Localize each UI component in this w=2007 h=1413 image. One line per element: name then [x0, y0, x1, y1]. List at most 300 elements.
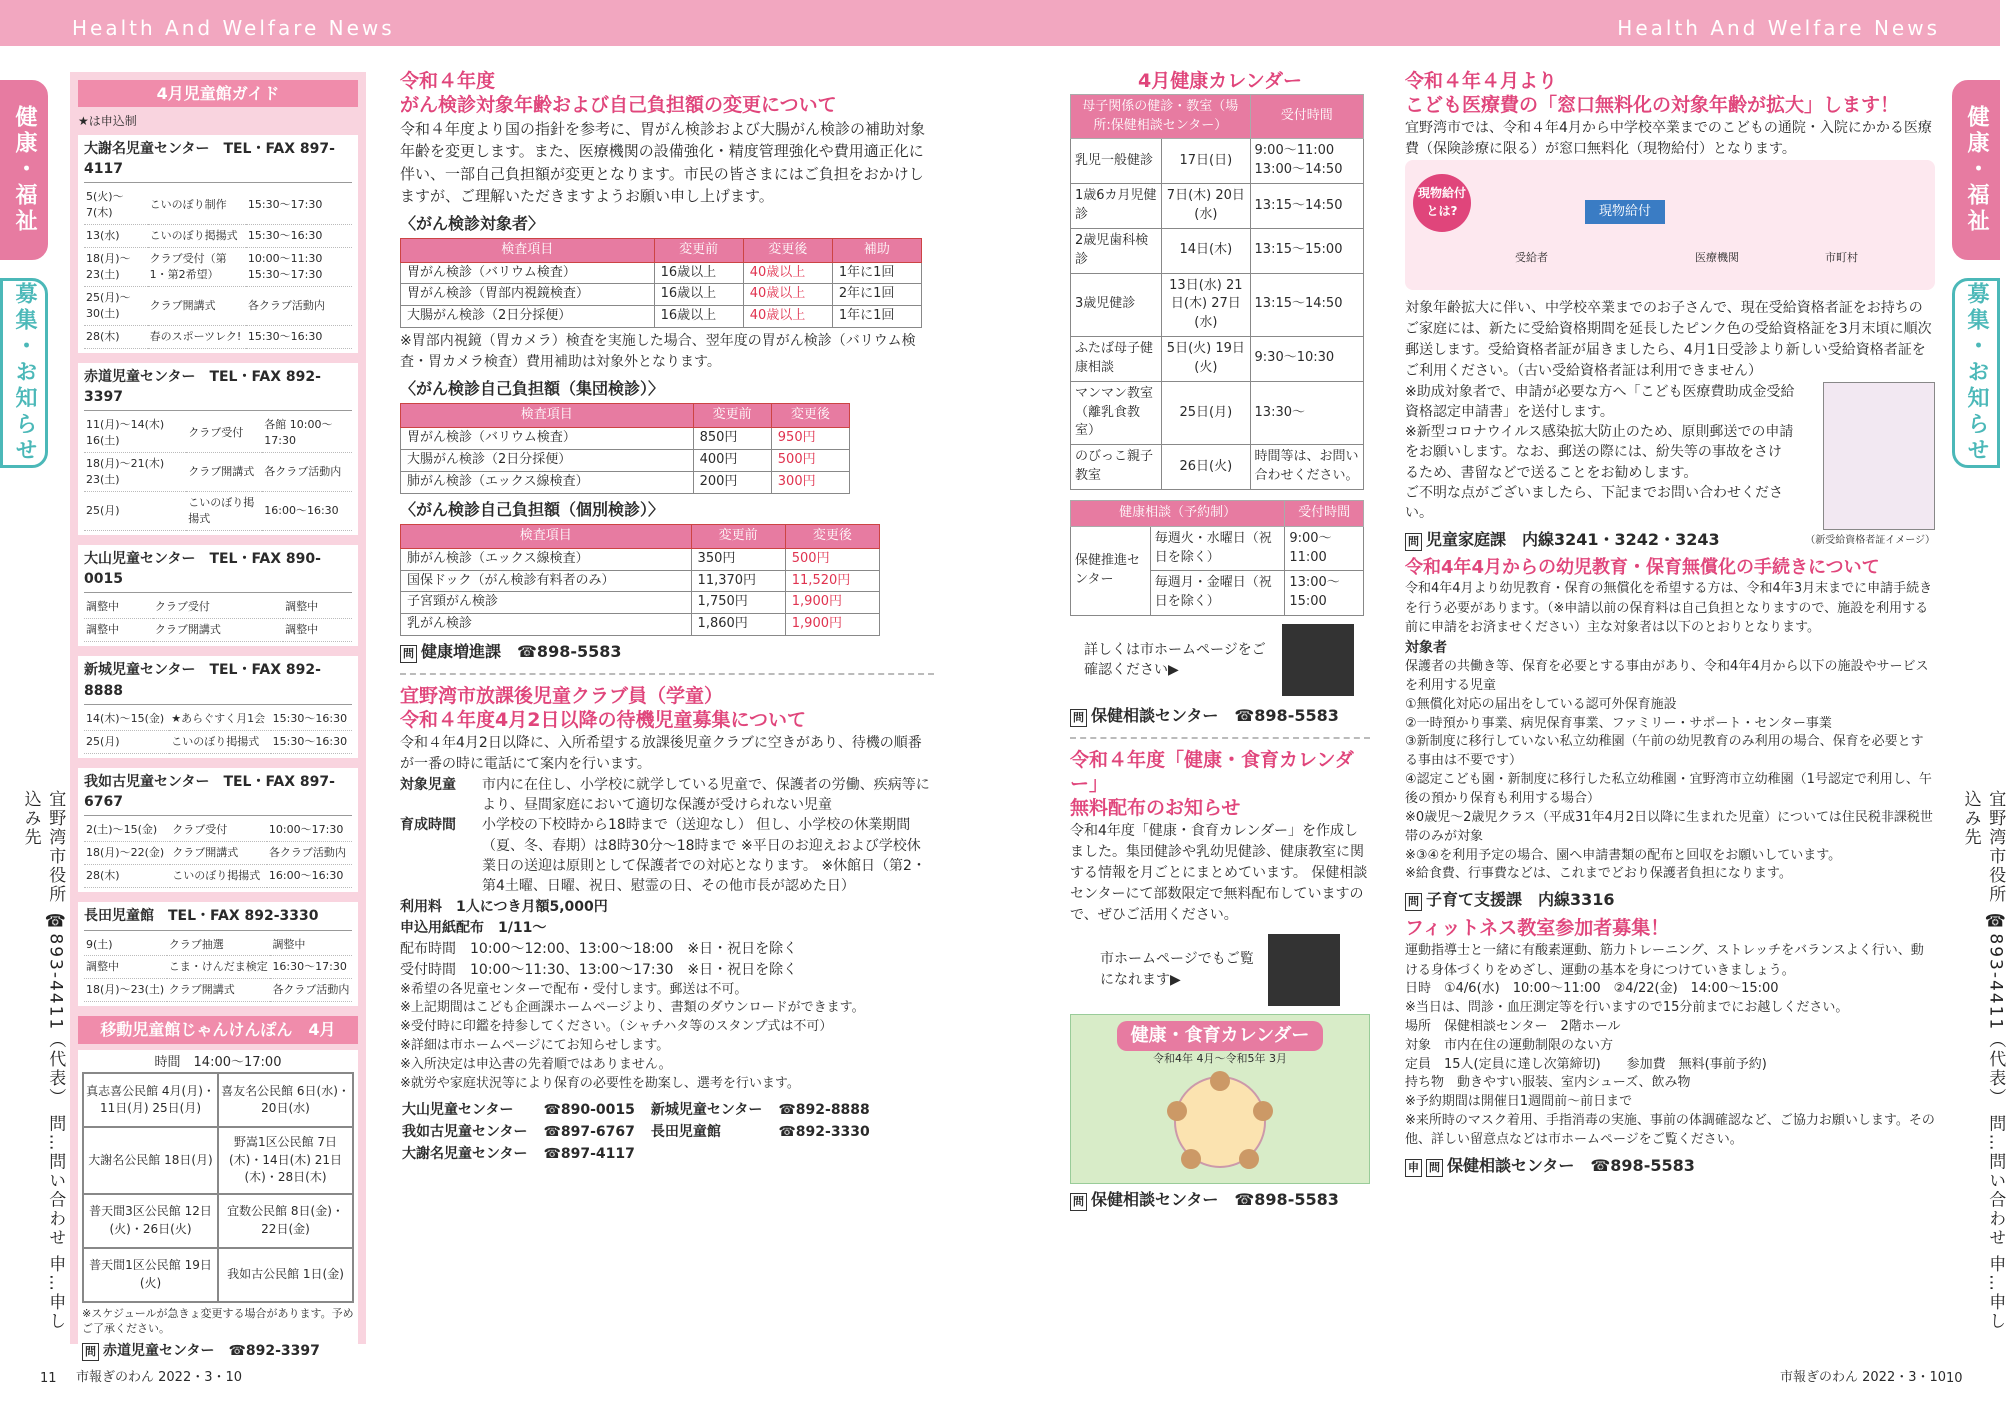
calendar-cell: 5日(火) 19日(火) — [1162, 337, 1250, 382]
preschool-lines — [1405, 658, 1935, 884]
calendar-cell: 13:15～14:50 — [1250, 273, 1363, 337]
divider — [400, 673, 934, 675]
center-cell: 16:00～16:30 — [262, 492, 352, 531]
table-header: 変更前 — [691, 524, 785, 548]
footer-right: 市報ぎのわん 2022・3・10 — [1780, 1370, 1947, 1385]
medical-title1: 令和４年４月より — [1405, 70, 1558, 92]
calendar-cell: 13:30～ — [1250, 381, 1363, 445]
center-cell: こいのぼり掲揚式 — [169, 730, 270, 753]
center-cell: 18(月)～23(土) — [84, 979, 167, 1002]
club-title1: 宜野湾市放課後児童クラブ員（学童） — [400, 685, 724, 708]
text-line: 保護者の共働き等、保育を必要とする事由があり、令和4年4月から以下の施設やサービスを利用する児童 — [1405, 659, 1929, 693]
center-table — [84, 596, 352, 642]
table-cell: 400円 — [693, 449, 771, 471]
club-dist: 配布時間 10:00～12:00、13:00～18:00 ※日・祝日を除く — [400, 940, 798, 957]
table-cell: 11,520円 — [785, 570, 879, 592]
center-cell: ★あらぐすく月1会 — [169, 708, 270, 730]
center-cell: 14(木)～15(金) — [84, 708, 169, 730]
center-cell: 15:30～16:30 — [246, 325, 352, 348]
table-cell: 40歳以上 — [743, 306, 832, 328]
contact-cell — [778, 1144, 883, 1164]
tab-welfare-left: 健康・福祉 — [0, 80, 48, 260]
cancer-contact: 健康増進課 ☎898-5583 — [421, 642, 622, 662]
center-cell: 調整中 — [270, 934, 352, 956]
calendar-table — [1070, 94, 1364, 490]
center-cell: クラブ抽選 — [167, 934, 271, 956]
table-row — [401, 428, 850, 450]
text-line: ご不明な点がございましたら、下記までお問い合わせください。 — [1405, 484, 1783, 522]
center-row — [84, 414, 352, 452]
inquiry-icon: 問 — [82, 1343, 99, 1361]
table-cell: 500円 — [771, 449, 849, 471]
center-name: 新城児童センター TEL・FAX 892-8888 — [84, 660, 352, 705]
mobile-cell: 我如古公民館 1日(金) — [218, 1248, 353, 1302]
inquiry-icon: 問 — [400, 645, 417, 663]
center-cell: 調整中 — [84, 596, 153, 618]
calendar-header: 母子関係の健診・教室（場所:保健相談センター） — [1071, 94, 1251, 139]
text-line: 日時 ①4/6(水) 10:00～11:00 ②4/22(金) 14:00～15:00 — [1405, 981, 1779, 997]
center-name: 大謝名児童センター TEL・FAX 897-4117 — [84, 139, 352, 184]
cancer-sub3: 〈がん検診自己負担額（個別検診）〉 — [400, 499, 665, 519]
table-cell: 1,900円 — [785, 614, 879, 636]
preschool-contact: 子育て支援課 内線3316 — [1426, 890, 1615, 910]
calendar-cell: 17日(日) — [1162, 139, 1250, 184]
center-cell: 25(月) — [84, 492, 186, 531]
table-cell: 胃がん検診（バリウム検査） — [401, 262, 655, 284]
fitness-lines — [1405, 980, 1935, 1150]
benefit-label-a: 受給者 — [1515, 250, 1548, 264]
table-cell: 11,370円 — [691, 570, 785, 592]
mobile-schedule — [78, 1050, 358, 1366]
table-row — [401, 592, 880, 614]
mobile-time: 時間 14:00～17:00 — [154, 1054, 282, 1070]
mobile-title: 移動児童館じゃんけんぽん 4月 — [78, 1016, 358, 1043]
page-header — [0, 0, 2000, 46]
club-fee: 利用料 1人につき月額5,000円 — [400, 898, 608, 915]
benefit-label-b: 医療機関 — [1695, 250, 1739, 264]
center-name: 我如古児童センター TEL・FAX 897-6767 — [84, 772, 352, 817]
center-table — [84, 414, 352, 531]
mobile-cell: 大謝名公民館 18日(月) — [83, 1127, 218, 1193]
text-line: ④認定こども園・新制度に移行した私立幼稚園・宜野湾市立幼稚園（1号認定で利用し、午後の預かり保育も利用する場合） — [1405, 772, 1932, 806]
text-line: ※希望の各児童センターで配布・受付します。郵送は不可。 — [400, 981, 748, 997]
calendar-cell: 3歳児健診 — [1071, 273, 1162, 337]
center-cell: クラブ受付 — [153, 596, 283, 618]
contact-cell: 新城児童センター — [650, 1101, 763, 1118]
calendar-cell: のびっこ親子教室 — [1071, 445, 1162, 490]
table-cell: 子宮頸がん検診 — [401, 592, 692, 614]
table-cell: 乳がん検診 — [401, 614, 692, 636]
cover-sub: 令和4年 4月～令和5年 3月 — [1153, 1051, 1287, 1065]
table-cell: 肺がん検診（エックス線検査） — [401, 548, 692, 570]
consult-table — [1070, 500, 1364, 616]
club-row-label: 対象児童 — [400, 776, 456, 793]
page-number-right: 10 — [1946, 1371, 1963, 1386]
text-line: ※当日は、問診・血圧測定等を行いますので15分前までにお越しください。 — [1405, 999, 1849, 1015]
cancer-sub2: 〈がん検診自己負担額（集団検診）〉 — [400, 379, 665, 399]
preschool-title: 令和4年4月からの幼児教育・保育無償化の手続きについて — [1405, 556, 1880, 578]
calendar-row — [1071, 184, 1364, 229]
mobile-contact: 赤道児童センター ☎892-3397 — [103, 1343, 320, 1360]
cancer-target-table — [400, 238, 922, 328]
table-cell: 国保ドック（がん検診有料者のみ） — [401, 570, 692, 592]
inquiry-icon: 問 — [1405, 893, 1422, 911]
calendar-qr-text: 詳しくは市ホームページをご確認ください▶ — [1084, 641, 1266, 679]
benefit-label-c: 市町村 — [1825, 250, 1858, 264]
text-line: ※0歳児～2歳児クラス（平成31年4月2日以降に生まれた児童）については住民税非課税世帯のみが対象 — [1405, 809, 1933, 844]
center-row — [84, 186, 352, 224]
calendar-cell: 乳児一般健診 — [1071, 139, 1162, 184]
table-cell: 40歳以上 — [743, 262, 832, 284]
calendar-cell: 26日(火) — [1162, 445, 1250, 490]
table-row — [401, 548, 880, 570]
center-cell: クラブ受付（第1・第2希望） — [148, 247, 246, 286]
foodcal-body: 令和4年度「健康・食育カレンダー」を作成しました。集団健診や乳幼児健診、健康教室に関する情報を月ごとにまとめています。 保健相談センターにて部数限定で無料配布していますので、ぜひご活用ください。 — [1070, 822, 1368, 923]
club-row — [400, 775, 934, 816]
club-body: 令和４年4月2日以降に、入所希望する放課後児童クラブに空きがあり、待機の順番が一番の時に電話にて案内を行います。 — [400, 734, 922, 772]
table-header: 変更後 — [771, 404, 849, 428]
inquiry-icon: 問 — [1426, 1159, 1443, 1177]
center-cell: クラブ受付 — [170, 819, 267, 841]
benefit-illustration — [1405, 160, 1935, 290]
table-cell: 500円 — [785, 548, 879, 570]
center-row — [84, 619, 352, 642]
calendar-row — [1071, 139, 1364, 184]
table-cell: 大腸がん検診（2日分採便） — [401, 306, 655, 328]
center-cell: 16:30～17:30 — [270, 956, 352, 979]
contact-cell: ☎897-6767 — [543, 1123, 635, 1140]
calendar-cell: 7日(木) 20日(水) — [1162, 184, 1250, 229]
cancer-body: 令和４年度より国の指針を参考に、胃がん検診および大腸がん検診の補助対象年齢を変更します。また、医療機関の設備強化・精度管理強化や費用適正化に伴い、一部自己負担額が変更となります。市民の皆さまにはご負担をおかけしますが、ご理解いただきますようお願い申し上げます。 — [400, 119, 926, 205]
tab-recruit-right: 募集・お知らせ — [1952, 278, 2000, 468]
calendar-cell: 14日(木) — [1162, 228, 1250, 273]
apply-icon: 申 — [1405, 1159, 1422, 1177]
center-cell: クラブ開講式 — [167, 979, 271, 1002]
calendar-row — [1071, 445, 1364, 490]
foodcal-title1: 令和４年度「健康・食育カレンダー」 — [1070, 749, 1354, 796]
center-cell: 13(水) — [84, 225, 148, 248]
contact-cell: 長田児童館 — [650, 1123, 721, 1140]
table-header-row — [401, 404, 850, 428]
consult-header-row — [1071, 500, 1364, 526]
club-details — [400, 775, 934, 897]
club-title2: 令和４年度4月2日以降の待機児童募集について — [400, 708, 807, 731]
center-cell: 15:30～16:30 — [271, 708, 352, 730]
center-cell: 28(木) — [84, 325, 148, 348]
center-cell: 11(月)～14(木) 16(土) — [84, 414, 186, 452]
foodcal-title2: 無料配布のお知らせ — [1070, 796, 1241, 819]
table-cell: 2年に1回 — [832, 284, 921, 306]
table-row — [401, 306, 922, 328]
center-cell: こいのぼり制作 — [148, 186, 246, 224]
contact-row — [402, 1100, 884, 1120]
contact-row — [402, 1144, 884, 1164]
text-line: ①無償化対応の届出をしている認可外保育施設 — [1405, 696, 1677, 712]
club-row — [400, 815, 934, 896]
table-header: 変更後 — [785, 524, 879, 548]
center-row — [84, 708, 352, 730]
text-line: 場所 保健相談センター 2階ホール — [1405, 1018, 1621, 1034]
center-block — [78, 545, 358, 646]
table-header-row — [401, 238, 922, 262]
calendar-row — [1071, 381, 1364, 445]
club-notes — [400, 981, 934, 1094]
center-table — [84, 186, 352, 349]
table-header: 検査項目 — [401, 238, 655, 262]
center-cell: 15:30～16:30 — [271, 730, 352, 753]
contact-cell — [651, 1144, 776, 1164]
center-cell: クラブ開講式 — [186, 453, 262, 492]
mobile-cell: 普天間3区公民館 12日(火)・26日(火) — [83, 1194, 218, 1248]
calendar-cover-image — [1070, 1014, 1370, 1184]
cancer-sub1: 〈がん検診対象者〉 — [400, 213, 545, 233]
table-cell: 1年に1回 — [832, 306, 921, 328]
medical-body: 宜野湾市では、令和４年4月から中学校卒業までのこどもの通院・入院にかかる医療費（保険診療に限る）が窓口無料化（現物給付）となります。 — [1405, 119, 1932, 157]
foodcal-contact: 保健相談センター ☎898-5583 — [1091, 1189, 1339, 1209]
table-cell: 16歳以上 — [654, 306, 743, 328]
consult-row — [1071, 526, 1364, 571]
table-cell: 肺がん検診（エックス線検査） — [401, 471, 694, 493]
center-row — [84, 865, 352, 888]
center-row — [84, 730, 352, 753]
calendar-cell: ふたば母子健康相談 — [1071, 337, 1162, 382]
center-list — [78, 135, 358, 1007]
center-row — [84, 286, 352, 325]
club-recv: 受付時間 10:00～11:30、13:00～17:30 ※日・祝日を除く — [400, 961, 798, 978]
table-header: 変更前 — [654, 238, 743, 262]
table-cell: 胃がん検診（バリウム検査） — [401, 428, 694, 450]
center-cell: 10:00～17:30 — [267, 819, 352, 841]
center-block — [78, 768, 358, 892]
table-cell: 胃がん検診（胃部内視鏡検査） — [401, 284, 655, 306]
center-cell: 16:00～16:30 — [267, 865, 352, 888]
table-cell: 1,860円 — [691, 614, 785, 636]
calendar-cell: 時間等は、お問い合わせください。 — [1250, 445, 1363, 490]
center-cell: こいのぼり掲揚式 — [170, 865, 267, 888]
center-cell: 調整中 — [84, 956, 167, 979]
center-row — [84, 819, 352, 841]
club-form: 申込用紙配布 1/11～ — [400, 919, 547, 936]
text-line: 対象 市内在住の運動制限のない方 — [1405, 1037, 1614, 1053]
inquiry-icon: 問 — [1070, 1193, 1087, 1211]
table-row — [401, 614, 880, 636]
text-line: ※就労や家庭状況等により保育の必要性を勘案し、選考を行います。 — [400, 1075, 800, 1091]
sidebar-note: ★は申込制 — [78, 114, 137, 129]
mobile-grid — [82, 1072, 354, 1302]
center-cell: 9(土) — [84, 934, 167, 956]
text-line: 定員 15人(定員に達し次第締切) 参加費 無料(事前予約) — [1405, 1056, 1767, 1072]
medical-notes — [1405, 382, 1795, 524]
center-cell: 25(月)～30(土) — [84, 286, 148, 325]
table-header-row — [401, 524, 880, 548]
text-line: ※受付時に印鑑を持参してください。（シャチハタ等のスタンプ式は不可） — [400, 1019, 833, 1035]
center-row — [84, 956, 352, 979]
contact-cell: ☎890-0015 — [543, 1101, 635, 1118]
calendar-cell: マンマン教室（離乳食教室） — [1071, 381, 1162, 445]
center-block — [78, 902, 358, 1006]
center-cell: 各クラブ活動内 — [246, 286, 352, 325]
cover-title: 健康・食育カレンダー — [1117, 1021, 1324, 1051]
center-cell: 各クラブ活動内 — [267, 842, 352, 865]
fitness-body: 運動指導士と一緒に有酸素運動、筋力トレーニング、ストレッチをバランスよく行い、動ける身体づくりをめざし、運動の基本を身につけていきましょう。 — [1405, 943, 1924, 978]
center-row — [84, 453, 352, 492]
center-table — [84, 819, 352, 888]
table-header: 補助 — [832, 238, 921, 262]
table-cell: 16歳以上 — [654, 262, 743, 284]
side-text-left: 宜野湾市役所 ☎893-4411（代表） 問…問い合わせ 申…申し込み先 — [20, 790, 66, 1332]
table-cell: 300円 — [771, 471, 849, 493]
cancer-individual-fee-table — [400, 524, 880, 636]
table-row — [401, 449, 850, 471]
consult-cell: 13:00～15:00 — [1285, 571, 1364, 616]
text-line: ※③④を利用予定の場合、園へ申請書類の配布と回収をお願いしています。 — [1405, 847, 1842, 863]
table-cell: 40歳以上 — [743, 284, 832, 306]
qr-code-icon[interactable] — [1268, 934, 1340, 1006]
center-cell: こいのぼり掲揚式 — [148, 225, 246, 248]
calendar-cell: 13日(水) 21日(木) 27日(水) — [1162, 273, 1250, 337]
consult-cell: 保健推進センター — [1071, 526, 1151, 615]
center-cell: 調整中 — [283, 619, 352, 642]
inquiry-icon: 問 — [1405, 533, 1422, 551]
center-name: 大山児童センター TEL・FAX 890-0015 — [84, 549, 352, 594]
header-left: Health And Welfare News — [72, 16, 395, 40]
fitness-contact: 保健相談センター ☎898-5583 — [1447, 1155, 1695, 1175]
mobile-cell: 野嵩1区公民館 7日(木)・14日(木) 21日(木)・28日(木) — [218, 1127, 353, 1193]
center-table — [84, 934, 352, 1003]
certificate-image — [1823, 382, 1935, 530]
table-header: 検査項目 — [401, 524, 692, 548]
calendar-cell: 25日(月) — [1162, 381, 1250, 445]
consult-header: 健康相談（予約制） — [1071, 500, 1285, 526]
club-row-label: 育成時間 — [400, 817, 456, 834]
tab-recruit-left: 募集・お知らせ — [0, 278, 48, 468]
center-cell: 調整中 — [84, 619, 153, 642]
table-cell: 大腸がん検診（2日分採便） — [401, 449, 694, 471]
center-name: 長田児童館 TEL・FAX 892-3330 — [84, 906, 352, 930]
table-cell: 1年に1回 — [832, 262, 921, 284]
contact-cell: 大山児童センター — [402, 1101, 514, 1118]
calendar-cell: 1歳6カ月児健診 — [1071, 184, 1162, 229]
center-cell: 各館 10:00～17:30 — [262, 414, 352, 452]
text-line: ※予約期間は開催日1週間前～前日まで — [1405, 1094, 1633, 1110]
center-cell: 18(月)～23(土) — [84, 247, 148, 286]
fitness-title: フィットネス教室参加者募集！ — [1405, 917, 1670, 940]
center-row — [84, 492, 352, 531]
medical-body2: 対象年齢拡大に伴い、中学校卒業までのお子さんで、現在受給資格者証をお持ちのご家庭には、新たに受給資格期間を延長したピンク色の受給資格証を3月末頃に順次郵送します。受給資格者証が届きましたら、4月1日受診より新しい受給資格者証をご利用ください。（古い受給資格者証は利用できません） — [1405, 299, 1932, 379]
text-line: ※上記期間はこども企画課ホームページより、書類のダウンロードができます。 — [400, 1000, 865, 1016]
contact-row — [402, 1122, 884, 1142]
benefit-question: 現物給付とは? — [1413, 174, 1471, 232]
cert-caption: （新受給資格者証イメージ） — [1805, 534, 1935, 546]
column-2 — [400, 70, 934, 1166]
inquiry-icon: 問 — [1070, 709, 1087, 727]
table-row — [401, 262, 922, 284]
center-cell: こいのぼり掲揚式 — [186, 492, 262, 531]
contact-cell: 我如古児童センター — [402, 1123, 528, 1140]
mobile-cell: 真志喜公民館 4月(月)・11日(月) 25日(月) — [83, 1073, 218, 1127]
mobile-note: ※スケジュールが急きょ変更する場合があります。予めご了承ください。 — [82, 1306, 354, 1336]
center-row — [84, 596, 352, 618]
center-block — [78, 363, 358, 535]
center-cell: クラブ受付 — [186, 414, 262, 452]
text-line: ②一時預かり事業、病児保育事業、ファミリー・サポート・センター事業 — [1405, 715, 1832, 731]
center-cell: 5(火)～7(木) — [84, 186, 148, 224]
center-cell: こま・けんだま検定 — [167, 956, 271, 979]
center-cell: 春のスポーツレク! — [148, 325, 246, 348]
side-text-right: 宜野湾市役所 ☎893-4411（代表） 問…問い合わせ 申…申し込み先 — [1960, 790, 2006, 1332]
text-line: ※詳細は市ホームページにてお知らせします。 — [400, 1038, 670, 1054]
children-guide-sidebar — [70, 72, 366, 1360]
center-cell: 各クラブ活動内 — [262, 453, 352, 492]
column-3 — [1070, 70, 1370, 1211]
center-cell: クラブ開講式 — [148, 286, 246, 325]
table-header: 変更前 — [693, 404, 771, 428]
center-cell: 28(木) — [84, 865, 170, 888]
club-row-value: 小学校の下校時から18時まで（送迎なし） 但し、小学校の休業期間（夏、冬、春期）は8時30分～18時まで ※平日のお迎えおよび学校休業日の送迎は原則として保護者での対応となります。 ※休館日（第2・第4土曜、日曜、祝日、慰霊の日、その他市長が認めた日） — [482, 817, 926, 895]
table-cell: 950円 — [771, 428, 849, 450]
cancer-title2: がん検診対象年齢および自己負担額の変更について — [400, 93, 837, 116]
qr-code-icon[interactable] — [1282, 624, 1354, 696]
foodcal-qr-text: 市ホームページでもご覧になれます▶ — [1100, 951, 1254, 988]
calendar-cell: 9:30～10:30 — [1250, 337, 1363, 382]
calendar-row — [1071, 228, 1364, 273]
table-cell: 200円 — [693, 471, 771, 493]
calendar-row — [1071, 273, 1364, 337]
calendar-header: 受付時間 — [1250, 94, 1363, 139]
contact-cell: ☎892-8888 — [778, 1101, 870, 1118]
center-name: 赤道児童センター TEL・FAX 892-3397 — [84, 367, 352, 412]
page-number-left: 11 — [40, 1371, 57, 1386]
preschool-sub: 対象者 — [1405, 639, 1447, 656]
table-row — [401, 570, 880, 592]
text-line: ③新制度に移行していない私立幼稚園（午前の幼児教育のみ利用の場合、保育を必要とする事由は不要です） — [1405, 734, 1924, 769]
center-cell: クラブ開講式 — [170, 842, 267, 865]
center-row — [84, 934, 352, 956]
table-cell: 16歳以上 — [654, 284, 743, 306]
center-cell: 各クラブ活動内 — [270, 979, 352, 1002]
cancer-note1: ※胃部内視鏡（胃カメラ）検査を実施した場合、翌年度の胃がん検診（バリウム検査・胃カメラ検査）費用補助は対象外となります。 — [400, 333, 916, 371]
benefit-arrow: 現物給付 — [1585, 200, 1665, 225]
center-row — [84, 842, 352, 865]
table-row — [401, 471, 850, 493]
table-header: 検査項目 — [401, 404, 694, 428]
table-row — [401, 284, 922, 306]
mobile-cell: 喜友名公民館 6日(水)・20日(水) — [218, 1073, 353, 1127]
cancer-group-fee-table — [400, 403, 850, 493]
calendar-cell: 13:15～15:00 — [1250, 228, 1363, 273]
table-cell: 1,900円 — [785, 592, 879, 614]
medical-contact: 児童家庭課 内線3241・3242・3243 — [1426, 529, 1720, 549]
center-cell: 18(月)～22(金) — [84, 842, 170, 865]
calendar-title: 4月健康カレンダー — [1138, 70, 1302, 92]
cancer-title1: 令和４年度 — [400, 70, 496, 92]
mobile-cell: 宜数公民館 8日(金)・22日(金) — [218, 1194, 353, 1248]
text-line: ※来所時のマスク着用、手指消毒の実施、事前の体調確認など、ご協力お願いします。その他、詳しい留意点などは市ホームページをご覧ください。 — [1405, 1113, 1935, 1147]
center-cell: 2(土)～15(金) — [84, 819, 170, 841]
column-4 — [1405, 70, 1935, 1177]
contact-cell: ☎892-3330 — [778, 1123, 870, 1140]
center-cell: 15:30～17:30 — [246, 186, 352, 224]
consult-cell: 毎週月・金曜日（祝日を除く） — [1150, 571, 1285, 616]
center-cell: 10:00～11:30 15:30～17:30 — [246, 247, 352, 286]
center-row — [84, 979, 352, 1002]
center-table — [84, 708, 352, 754]
center-row — [84, 325, 352, 348]
center-cell: クラブ開講式 — [153, 619, 283, 642]
preschool-body: 令和4年4月より幼児教育・保育の無償化を希望する方は、令和4年3月末までに申請手続きを行う必要があります。（※申請以前の保育料は自己負担となりますので、施設を利用する前に申請をお済ませください）主な対象者は以下のとおりとなります。 — [1405, 581, 1933, 636]
text-line: ※入所決定は申込書の先着順ではありません。 — [400, 1056, 672, 1072]
center-block — [78, 135, 358, 353]
